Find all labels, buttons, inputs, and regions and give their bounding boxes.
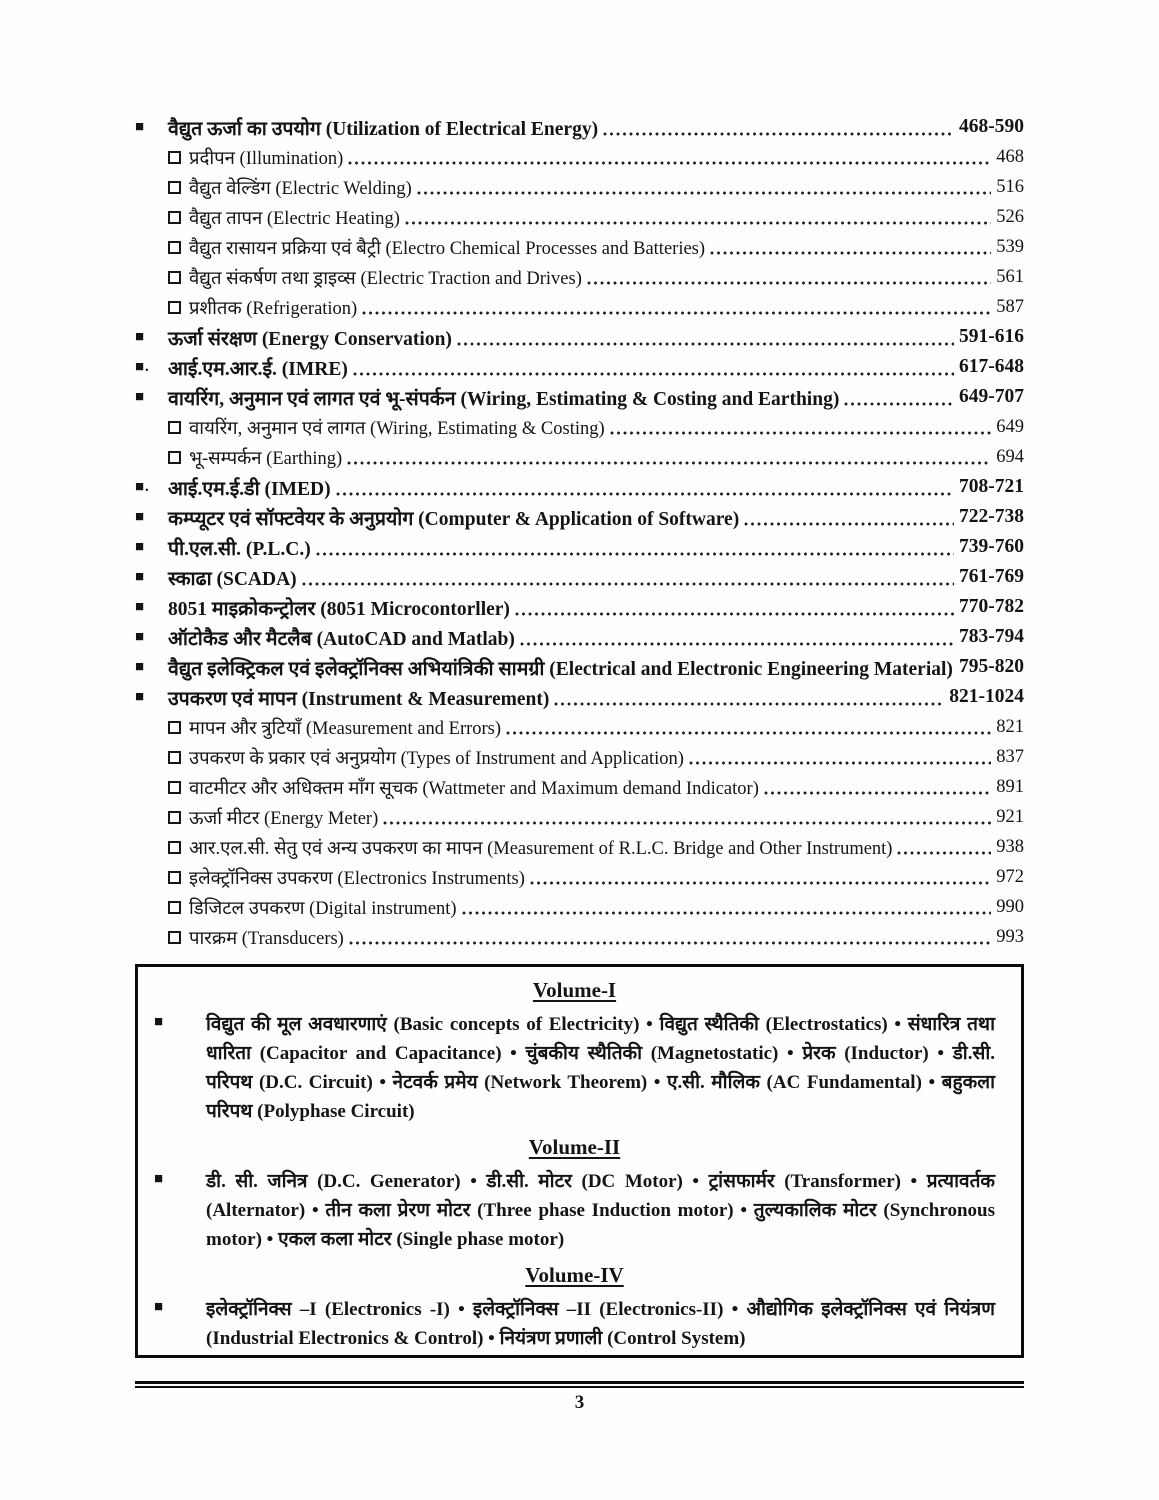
- toc-entry: [135, 772, 1024, 802]
- entry-label: वैद्युत वेल्डिंग (Electric Welding): [189, 178, 412, 199]
- dotted-leader: [347, 928, 993, 947]
- toc-entry: [135, 112, 1024, 142]
- dotted-leader: [346, 148, 993, 167]
- dotted-leader: [528, 868, 993, 887]
- volume-summary-box: [135, 964, 1024, 1358]
- toc-entry: [135, 862, 1024, 892]
- entry-page-range: 694: [996, 446, 1024, 467]
- dotted-leader: [334, 477, 956, 497]
- entry-marker-icon: [168, 811, 181, 824]
- entry-page-range: 993: [996, 926, 1024, 947]
- entry-page-range: 739-760: [959, 536, 1024, 557]
- toc-entry: [135, 352, 1024, 382]
- dotted-leader: [708, 238, 993, 257]
- toc-entry: [135, 682, 1024, 712]
- entry-page-range: 990: [996, 896, 1024, 917]
- entry-marker-icon: ■: [135, 509, 146, 525]
- entry-marker-icon: ■: [135, 599, 146, 615]
- dotted-leader: [687, 748, 993, 767]
- volume-topics: डी. सी. जनित्र (D.C. Generator) • डी.सी. मोटर (DC Motor) • ट्रांसफार्मर (Transformer) • प्रत्यावर्तक (Alternator) • तीन कला प्रेरण मोटर (Three phase Induction motor) • तुल्यकालिक मोटर (Synchronous motor) • एकल कला मोटर (Single phase motor): [206, 1171, 995, 1250]
- entry-label: ऑटोकैड और मैटलैब (AutoCAD and Matlab): [168, 628, 515, 650]
- dotted-leader: [842, 387, 956, 407]
- entry-label: उपकरण एवं मापन (Instrument & Measurement): [168, 688, 550, 710]
- toc-entry: [135, 292, 1024, 322]
- entry-marker-icon: [168, 871, 181, 884]
- page-number: 3: [574, 1392, 585, 1413]
- volume-section: [154, 1135, 995, 1254]
- entry-label: वायरिंग, अनुमान एवं लागत एवं भू-संपर्कन (Wiring, Estimating & Costing and Earthing): [168, 388, 840, 410]
- dotted-leader: [351, 357, 956, 377]
- entry-page-range: 516: [996, 176, 1024, 197]
- entry-page-range: 938: [996, 836, 1024, 857]
- toc-entry: [135, 202, 1024, 232]
- dotted-leader: [601, 117, 956, 137]
- volume-marker-icon: ■: [154, 1014, 164, 1030]
- dotted-leader: [415, 178, 994, 197]
- entry-page-range: 468: [996, 146, 1024, 167]
- entry-page-range: 770-782: [959, 596, 1024, 617]
- toc-entry: [135, 442, 1024, 472]
- entry-label: वैद्युत ऊर्जा का उपयोग (Utilization of Electrical Energy): [168, 118, 599, 140]
- entry-label: पी.एल.सी. (P.L.C.): [168, 538, 311, 560]
- dotted-leader: [300, 567, 956, 587]
- toc-entry: [135, 232, 1024, 262]
- volume-paragraph: [154, 1295, 995, 1353]
- footer-rule: [135, 1381, 1024, 1388]
- entry-marker-icon: [168, 181, 181, 194]
- toc-entry: [135, 532, 1024, 562]
- dotted-leader: [345, 448, 993, 467]
- entry-marker-icon: ■: [135, 329, 146, 345]
- dotted-leader: [895, 838, 993, 857]
- entry-page-range: 722-738: [959, 506, 1024, 527]
- volume-topics: इलेक्ट्रॉनिक्स –I (Electronics -I) • इलेक्ट्रॉनिक्स –II (Electronics-II) • औद्योगिक इलेक्ट्रॉनिक्स एवं नियंत्रण (Industrial Electronics & Control) • नियंत्रण प्रणाली (Control System): [206, 1299, 995, 1349]
- entry-label: 8051 माइक्रोकन्ट्रोलर (8051 Microcontorller): [168, 598, 510, 620]
- entry-marker-icon: ■: [135, 689, 146, 705]
- volume-paragraph: [154, 1010, 995, 1126]
- toc-entry: [135, 562, 1024, 592]
- entry-label: आर.एल.सी. सेतु एवं अन्य उपकरण का मापन (Measurement of R.L.C. Bridge and Other Instrument): [189, 838, 893, 859]
- entry-marker-icon: [168, 931, 181, 944]
- volume-title: Volume-I: [532, 978, 617, 1002]
- entry-marker-icon: [168, 301, 181, 314]
- entry-marker-icon: [168, 451, 181, 464]
- dotted-leader: [314, 537, 956, 557]
- entry-label: प्रशीतक (Refrigeration): [189, 298, 358, 319]
- entry-marker-icon: [168, 271, 181, 284]
- volume-topics: विद्युत की मूल अवधारणाएं (Basic concepts of Electricity) • विद्युत स्थैतिकी (Electrostatics) • संधारित्र तथा धारिता (Capacitor and Capacitance) • चुंबकीय स्थैतिकी (Magnetostatic) • प्रेरक (Inductor) • डी.सी. परिपथ (D.C. Circuit) • नेटवर्क प्रमेय (Network Theorem) • ए.सी. मौलिक (AC Fundamental) • बहुकला परिपथ (Polyphase Circuit): [206, 1014, 995, 1122]
- entry-label: प्रदीपन (Illumination): [189, 148, 344, 169]
- entry-page-range: 783-794: [959, 626, 1024, 647]
- entry-marker-icon: [168, 781, 181, 794]
- entry-page-range: 837: [996, 746, 1024, 767]
- entry-page-range: 821: [996, 716, 1024, 737]
- entry-marker-icon: ■: [135, 119, 146, 135]
- entry-label: मापन और त्रुटियाँ (Measurement and Errors): [189, 718, 502, 739]
- entry-label: कम्प्यूटर एवं सॉफ्टवेयर के अनुप्रयोग (Computer & Application of Software): [168, 508, 740, 530]
- entry-marker-icon: [168, 721, 181, 734]
- entry-page-range: 972: [996, 866, 1024, 887]
- volume-title: Volume-IV: [525, 1263, 624, 1287]
- toc-entry: [135, 322, 1024, 352]
- entry-marker-icon: ■: [135, 539, 146, 555]
- entry-marker-icon: ■.: [135, 479, 150, 495]
- entry-page-range: 891: [996, 776, 1024, 797]
- toc-entry: [135, 382, 1024, 412]
- entry-label: आई.एम.आर.ई. (IMRE): [168, 358, 348, 380]
- entry-page-range: 649-707: [959, 386, 1024, 407]
- entry-marker-icon: [168, 751, 181, 764]
- entry-page-range: 649: [996, 416, 1024, 437]
- entry-page-range: 587: [996, 296, 1024, 317]
- toc-entry: [135, 472, 1024, 502]
- entry-page-range: 921: [996, 806, 1024, 827]
- entry-label: ऊर्जा संरक्षण (Energy Conservation): [168, 328, 452, 350]
- toc-entry: [135, 262, 1024, 292]
- volume-section: [154, 978, 995, 1126]
- entry-label: स्काढा (SCADA): [168, 568, 297, 590]
- entry-marker-icon: [168, 421, 181, 434]
- entry-label: वैद्युत इलेक्ट्रिकल एवं इलेक्ट्रॉनिक्स अभियांत्रिकी सामग्री (Electrical and Electronic Engineering Material): [168, 658, 953, 680]
- toc-entry: [135, 712, 1024, 742]
- dotted-leader: [381, 808, 993, 827]
- dotted-leader: [608, 418, 994, 437]
- entry-marker-icon: [168, 211, 181, 224]
- entry-marker-icon: [168, 841, 181, 854]
- toc-entry: [135, 622, 1024, 652]
- dotted-leader: [585, 268, 993, 287]
- entry-page-range: 617-648: [959, 356, 1024, 377]
- entry-label: इलेक्ट्रॉनिक्स उपकरण (Electronics Instruments): [189, 868, 525, 889]
- entry-marker-icon: [168, 241, 181, 254]
- entry-page-range: 821-1024: [949, 686, 1024, 707]
- dotted-leader: [518, 627, 956, 647]
- dotted-leader: [403, 208, 993, 227]
- entry-marker-icon: [168, 151, 181, 164]
- volume-section: [154, 1263, 995, 1353]
- entry-label: उपकरण के प्रकार एवं अनुप्रयोग (Types of Instrument and Application): [189, 748, 684, 769]
- entry-label: वायरिंग, अनुमान एवं लागत (Wiring, Estimating & Costing): [189, 418, 605, 439]
- volume-marker-icon: ■: [154, 1171, 164, 1187]
- toc-list: [135, 112, 1024, 952]
- toc-entry: [135, 502, 1024, 532]
- entry-label: आई.एम.ई.डी (IMED): [168, 478, 331, 500]
- entry-marker-icon: [168, 901, 181, 914]
- entry-page-range: 795-820: [959, 656, 1024, 677]
- entry-label: वैद्युत रासायन प्रक्रिया एवं बैट्री (Electro Chemical Processes and Batteries): [189, 238, 706, 259]
- dotted-leader: [552, 687, 946, 707]
- entry-label: पारक्रम (Transducers): [189, 928, 344, 949]
- dotted-leader: [762, 778, 993, 797]
- entry-marker-icon: ■: [135, 629, 146, 645]
- dotted-leader: [460, 898, 994, 917]
- toc-entry: [135, 172, 1024, 202]
- entry-label: डिजिटल उपकरण (Digital instrument): [189, 898, 457, 919]
- entry-page-range: 708-721: [959, 476, 1024, 497]
- dotted-leader: [742, 507, 956, 527]
- entry-page-range: 526: [996, 206, 1024, 227]
- dotted-leader: [504, 718, 993, 737]
- entry-page-range: 761-769: [959, 566, 1024, 587]
- toc-entry: [135, 892, 1024, 922]
- toc-entry: [135, 742, 1024, 772]
- entry-page-range: 561: [996, 266, 1024, 287]
- entry-marker-icon: ■: [135, 389, 146, 405]
- toc-entry: [135, 412, 1024, 442]
- dotted-leader: [513, 597, 956, 617]
- dotted-leader: [455, 327, 956, 347]
- entry-label: वैद्युत तापन (Electric Heating): [189, 208, 400, 229]
- toc-entry: [135, 802, 1024, 832]
- toc-entry: [135, 592, 1024, 622]
- entry-marker-icon: ■: [135, 569, 146, 585]
- entry-label: वैद्युत संकर्षण तथा ड्राइव्स (Electric Traction and Drives): [189, 268, 582, 289]
- toc-entry: [135, 142, 1024, 172]
- entry-label: भू-सम्पर्कन (Earthing): [189, 448, 343, 469]
- volume-marker-icon: ■: [154, 1299, 164, 1315]
- volume-title: Volume-II: [528, 1135, 621, 1159]
- entry-marker-icon: ■: [135, 659, 146, 675]
- entry-label: वाटमीटर और अधिक्तम माँग सूचक (Wattmeter and Maximum demand Indicator): [189, 778, 759, 799]
- entry-page-range: 468-590: [959, 116, 1024, 137]
- toc-entry: [135, 832, 1024, 862]
- toc-entry: [135, 922, 1024, 952]
- entry-label: ऊर्जा मीटर (Energy Meter): [189, 808, 379, 829]
- entry-marker-icon: ■.: [135, 359, 150, 375]
- dotted-leader: [360, 298, 993, 317]
- toc-entry: [135, 652, 1024, 682]
- volume-paragraph: [154, 1167, 995, 1254]
- entry-page-range: 591-616: [959, 326, 1024, 347]
- entry-page-range: 539: [996, 236, 1024, 257]
